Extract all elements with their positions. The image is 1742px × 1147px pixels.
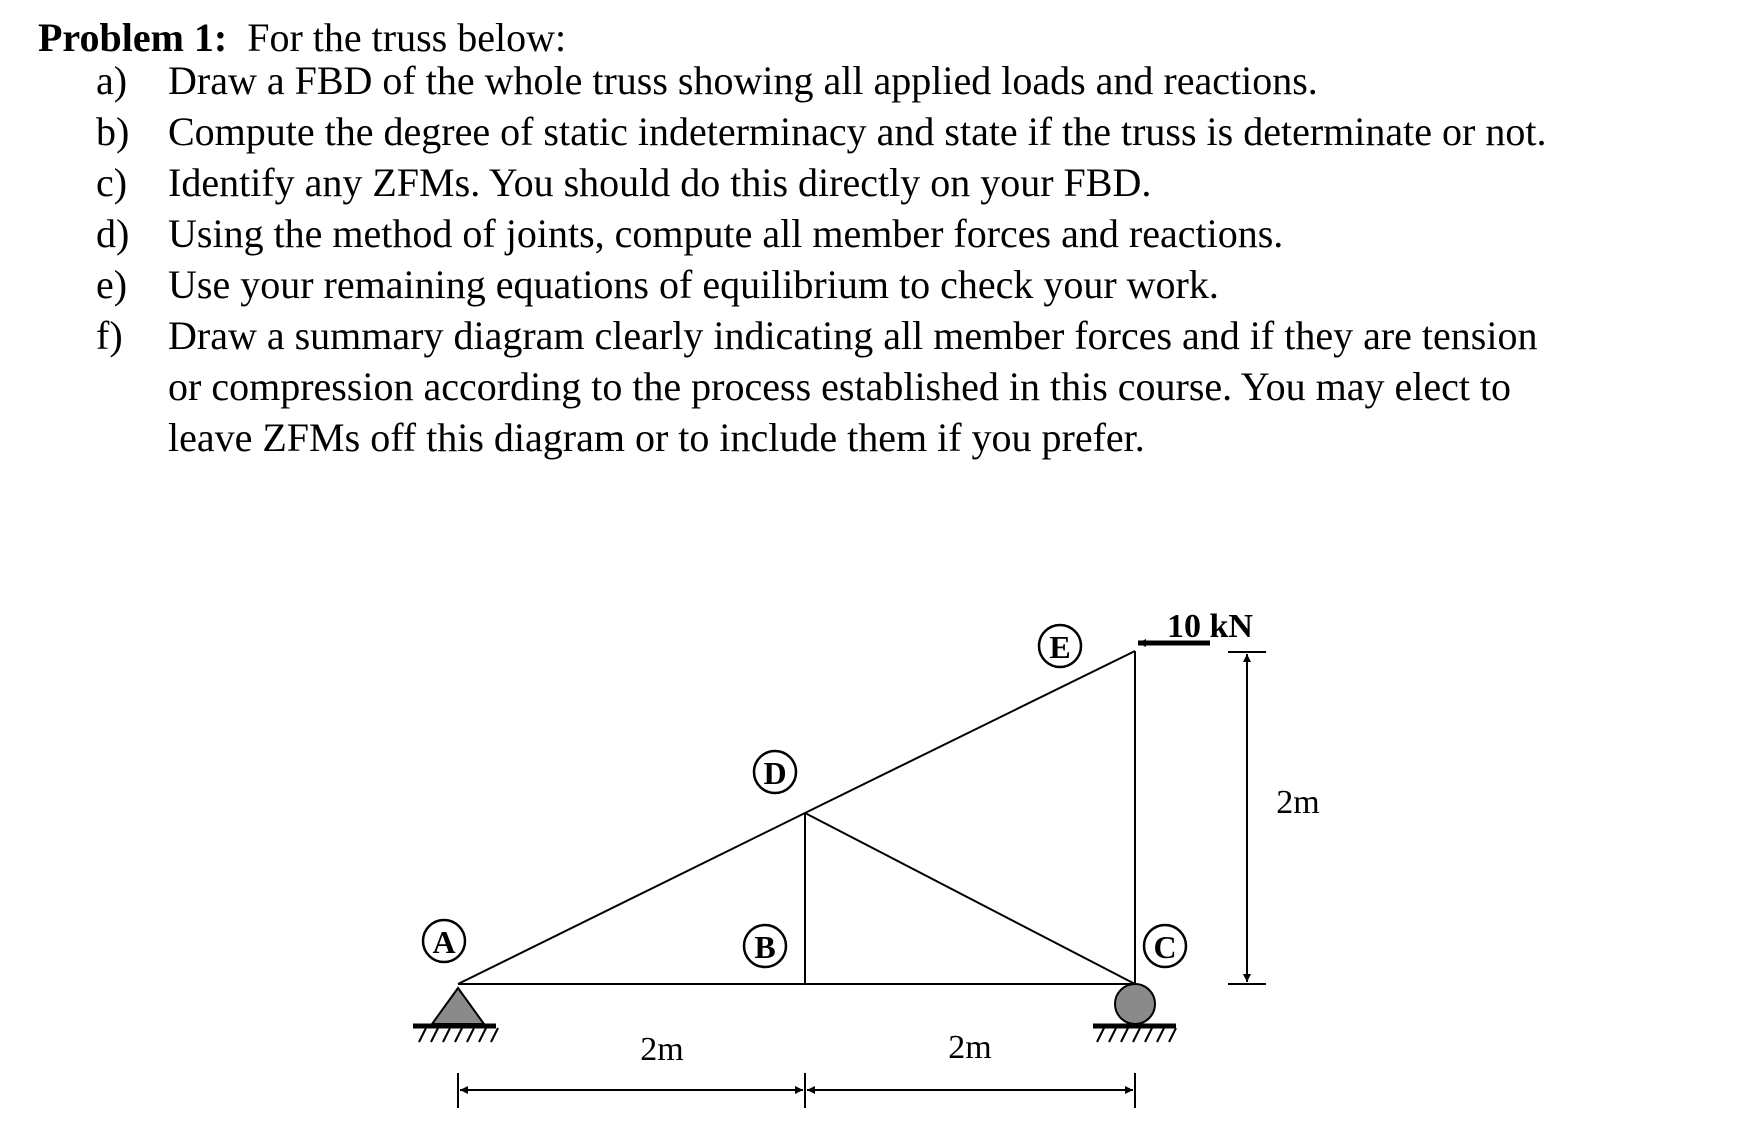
- height-label: 2m: [1276, 784, 1320, 821]
- span-right-label: 2m: [948, 1029, 992, 1066]
- svg-text:C: C: [1153, 929, 1177, 965]
- svg-text:A: A: [432, 924, 456, 960]
- roller-support: [1093, 984, 1176, 1042]
- svg-text:B: B: [754, 929, 776, 965]
- item-text: Using the method of joints, compute all member forces and reactions.: [168, 211, 1284, 256]
- svg-text:E: E: [1049, 629, 1071, 665]
- span-left-label: 2m: [640, 1031, 684, 1068]
- item-text-line-3: leave ZFMs off this diagram or to include them if you prefer.: [168, 415, 1145, 460]
- item-letter: b): [96, 109, 130, 154]
- item-text: Draw a FBD of the whole truss showing all applied loads and reactions.: [168, 58, 1318, 103]
- item-text: Compute the degree of static indeterminacy and state if the truss is determinate or not.: [168, 109, 1547, 154]
- item-letter: d): [96, 211, 130, 256]
- svg-text:D: D: [763, 755, 787, 791]
- item-letter: c): [96, 160, 128, 205]
- item-letter: a): [96, 58, 128, 103]
- span-dimension: [458, 1073, 1135, 1108]
- member-DE: [805, 651, 1135, 813]
- node-label-B: [744, 925, 786, 967]
- node-label-E: [1039, 625, 1081, 667]
- pin-support: [413, 988, 498, 1042]
- item-text-line-2: or compression according to the process established in this course. You may elect to: [168, 364, 1512, 409]
- height-dimension: [1228, 652, 1266, 984]
- node-label-A: [423, 920, 465, 962]
- item-letter: f): [96, 313, 123, 358]
- node-label-D: [754, 751, 796, 793]
- problem-label: Problem 1:: [38, 15, 228, 60]
- item-text: Identify any ZFMs. You should do this directly on your FBD.: [168, 160, 1152, 205]
- item-text-line-1: Draw a summary diagram clearly indicating all member forces and if they are tension: [168, 313, 1538, 358]
- item-letter: e): [96, 262, 128, 307]
- load-label: 10 kN: [1167, 608, 1253, 645]
- item-text: Use your remaining equations of equilibrium to check your work.: [168, 262, 1219, 307]
- node-label-C: [1144, 925, 1186, 967]
- member-DC: [805, 813, 1135, 984]
- problem-intro: For the truss below:: [247, 15, 567, 60]
